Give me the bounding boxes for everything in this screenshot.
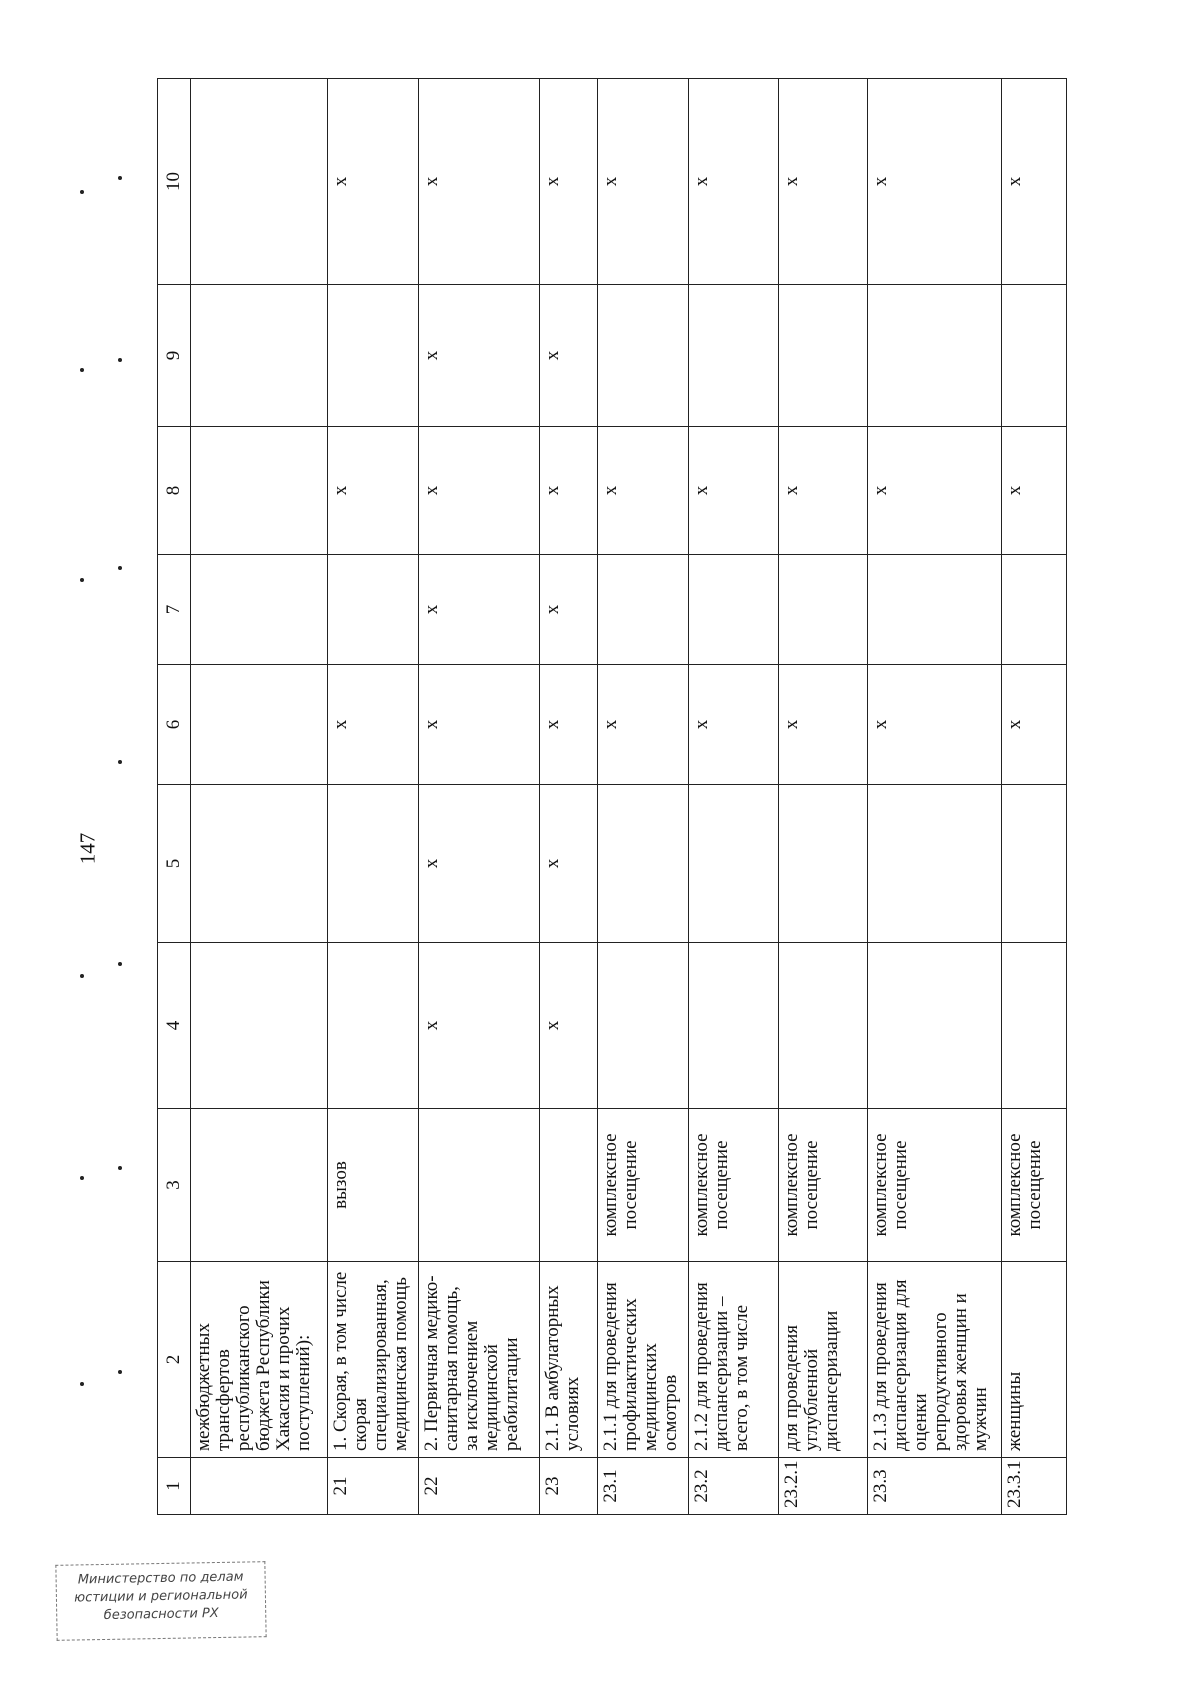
indicator-name: межбюджетных трансфертов республиканского бюджета Республики Хакасия и прочих поступлений):: [191, 1262, 328, 1458]
table-row: [327, 79, 418, 1515]
table-row: [1001, 79, 1066, 1515]
value-cell: [778, 285, 867, 427]
value-cell: х: [868, 427, 1002, 555]
row-number: 23.2.1: [778, 1458, 867, 1515]
unit-cell: комплексное посещение: [689, 1109, 778, 1262]
value-cell: [1001, 943, 1066, 1109]
binder-dot: [118, 566, 122, 570]
unit-cell: [191, 1109, 328, 1262]
unit-cell: вызов: [327, 1109, 418, 1262]
value-cell: х: [419, 427, 540, 555]
indicator-name: для проведения углубленной диспансеризации: [778, 1262, 867, 1458]
table-row: [689, 79, 778, 1515]
indicator-name: 2.1.3 для проведения диспансеризация для оценки репродуктивного здоровья женщин и мужчин: [868, 1262, 1002, 1458]
value-cell: х: [540, 785, 598, 943]
row-number: 22: [419, 1458, 540, 1515]
value-cell: [327, 785, 418, 943]
row-number: 23.2: [689, 1458, 778, 1515]
row-number: 21: [327, 1458, 418, 1515]
value-cell: [778, 785, 867, 943]
indicator-name: 2.1.2 для проведения диспансеризации – всего, в том числе: [689, 1262, 778, 1458]
value-cell: х: [419, 555, 540, 665]
value-cell: х: [597, 427, 688, 555]
unit-cell: комплексное посещение: [778, 1109, 867, 1262]
value-cell: х: [540, 427, 598, 555]
unit-cell: комплексное посещение: [1001, 1109, 1066, 1262]
value-cell: х: [1001, 79, 1066, 285]
header-cell: 9: [158, 285, 191, 427]
value-cell: х: [778, 79, 867, 285]
stamp-line: юстиции и региональной: [74, 1587, 248, 1606]
value-cell: х: [327, 79, 418, 285]
row-number: 23.3: [868, 1458, 1002, 1515]
value-cell: [191, 943, 328, 1109]
value-cell: х: [327, 665, 418, 785]
value-cell: х: [540, 79, 598, 285]
value-cell: [327, 943, 418, 1109]
value-cell: [597, 785, 688, 943]
binder-dot: [118, 358, 122, 362]
data-table: [157, 78, 1067, 1515]
binder-dot: [118, 1370, 122, 1374]
row-number: [191, 1458, 328, 1515]
row-number: 23.1: [597, 1458, 688, 1515]
value-cell: [191, 285, 328, 427]
value-cell: [191, 79, 328, 285]
value-cell: [597, 943, 688, 1109]
indicator-name: женщины: [1001, 1262, 1066, 1458]
indicator-name: 1. Скорая, в том числе скорая специализированная, медицинская помощь: [327, 1262, 418, 1458]
value-cell: [191, 665, 328, 785]
binder-dot: [80, 368, 84, 372]
value-cell: х: [419, 665, 540, 785]
stamp-line: безопасности РХ: [103, 1605, 219, 1624]
table-row: [191, 79, 328, 1515]
binder-dot: [80, 974, 84, 978]
binder-dot: [80, 578, 84, 582]
rotated-table-wrapper: [157, 79, 1067, 1515]
row-number: 23.3.1: [1001, 1458, 1066, 1515]
header-cell: 2: [158, 1262, 191, 1458]
value-cell: [689, 285, 778, 427]
unit-cell: [540, 1109, 598, 1262]
indicator-name: 2.1.1 для проведения профилактических медицинских осмотров: [597, 1262, 688, 1458]
value-cell: [868, 943, 1002, 1109]
value-cell: [689, 785, 778, 943]
value-cell: х: [419, 79, 540, 285]
value-cell: х: [419, 285, 540, 427]
value-cell: [689, 943, 778, 1109]
header-cell: 6: [158, 665, 191, 785]
value-cell: [191, 555, 328, 665]
table-header-row: [158, 79, 191, 1515]
indicator-name: 2. Первичная медико-санитарная помощь, за исключением медицинской реабилитации: [419, 1262, 540, 1458]
value-cell: х: [540, 285, 598, 427]
header-cell: 3: [158, 1109, 191, 1262]
value-cell: х: [689, 427, 778, 555]
value-cell: [327, 555, 418, 665]
value-cell: х: [868, 79, 1002, 285]
table-row: [868, 79, 1002, 1515]
value-cell: х: [419, 943, 540, 1109]
header-cell: 7: [158, 555, 191, 665]
value-cell: х: [597, 79, 688, 285]
binder-dot: [80, 1382, 84, 1386]
value-cell: [1001, 785, 1066, 943]
header-cell: 5: [158, 785, 191, 943]
value-cell: [868, 285, 1002, 427]
table-row: [540, 79, 598, 1515]
value-cell: х: [689, 665, 778, 785]
value-cell: х: [778, 665, 867, 785]
page-number: 147: [75, 832, 100, 865]
header-cell: 1: [158, 1458, 191, 1515]
unit-cell: [419, 1109, 540, 1262]
table-row: [597, 79, 688, 1515]
ministry-stamp: [55, 1561, 266, 1641]
value-cell: х: [419, 785, 540, 943]
value-cell: [191, 785, 328, 943]
binder-dot: [118, 176, 122, 180]
value-cell: х: [597, 665, 688, 785]
header-cell: 4: [158, 943, 191, 1109]
value-cell: [191, 427, 328, 555]
value-cell: х: [689, 79, 778, 285]
table-row: [419, 79, 540, 1515]
row-number: 23: [540, 1458, 598, 1515]
value-cell: [597, 555, 688, 665]
value-cell: [689, 555, 778, 665]
value-cell: [868, 785, 1002, 943]
value-cell: [327, 285, 418, 427]
value-cell: х: [1001, 427, 1066, 555]
value-cell: [1001, 285, 1066, 427]
stamp-line: Министерство по делам: [77, 1569, 244, 1588]
unit-cell: комплексное посещение: [868, 1109, 1002, 1262]
value-cell: х: [1001, 665, 1066, 785]
binder-dot: [118, 760, 122, 764]
value-cell: х: [540, 943, 598, 1109]
value-cell: х: [540, 665, 598, 785]
value-cell: [1001, 555, 1066, 665]
header-cell: 8: [158, 427, 191, 555]
binder-dot: [118, 962, 122, 966]
value-cell: [778, 555, 867, 665]
indicator-name: 2.1. В амбулаторных условиях: [540, 1262, 598, 1458]
table-row: [778, 79, 867, 1515]
value-cell: х: [778, 427, 867, 555]
value-cell: х: [868, 665, 1002, 785]
value-cell: [778, 943, 867, 1109]
value-cell: [868, 555, 1002, 665]
binder-dot: [80, 190, 84, 194]
unit-cell: комплексное посещение: [597, 1109, 688, 1262]
value-cell: [597, 285, 688, 427]
header-cell: 10: [158, 79, 191, 285]
value-cell: х: [327, 427, 418, 555]
binder-dot: [80, 1176, 84, 1180]
binder-dot: [118, 1166, 122, 1170]
value-cell: х: [540, 555, 598, 665]
